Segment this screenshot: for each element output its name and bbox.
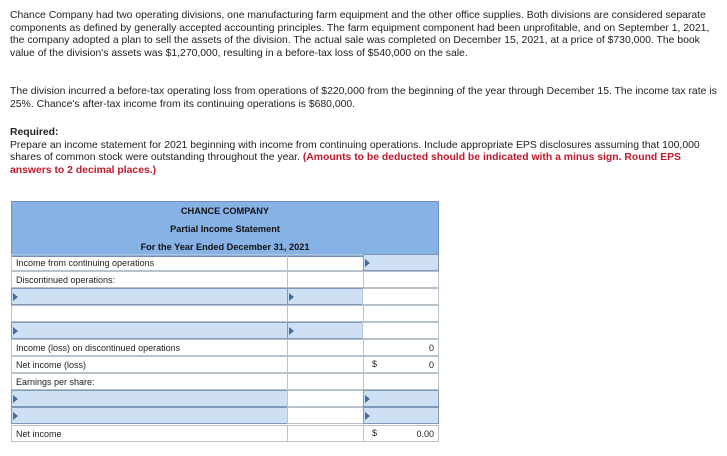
dropdown-arrow-icon xyxy=(365,395,370,403)
table-cell xyxy=(362,288,439,305)
table-header-title xyxy=(11,220,439,238)
eps-item-2-amount-input[interactable] xyxy=(363,407,439,424)
row-label-net-income-loss: Net income (loss) xyxy=(16,360,87,370)
table-cell xyxy=(287,407,364,424)
currency-symbol: $ xyxy=(372,428,378,438)
dropdown-arrow-icon xyxy=(365,259,370,267)
column-divider xyxy=(287,425,288,442)
net-income-loss-value: 0 xyxy=(428,360,434,370)
dropdown-arrow-icon xyxy=(13,327,18,335)
problem-paragraph-1: Chance Company had two operating divisions, one manufacturing farm equipment and the other office supplies. Both divisions are considered separate components as defined by generally accepted accounting principles. The farm equipment component had been unprofitable, and on September 1, 2021, the company adopted a plan to sell the assets of the division. The actual sale was completed on December 15, 2021, at a price of $730,000. The book value of the division's assets was $1,270,000, resulting in a before-tax loss of $540,000 on the sale. xyxy=(10,10,710,59)
net-income-eps-value: 0.00 xyxy=(416,429,434,439)
currency-symbol: $ xyxy=(372,359,378,369)
table-header-title-text: Partial Income Statement xyxy=(170,224,280,234)
table-cell xyxy=(362,322,439,339)
discontinued-item-2-select[interactable] xyxy=(11,322,288,339)
column-divider xyxy=(287,373,288,390)
table-row xyxy=(11,271,439,288)
column-divider xyxy=(287,339,288,356)
table-cell xyxy=(287,390,364,407)
income-statement-table xyxy=(11,201,439,257)
eps-item-2-select[interactable] xyxy=(11,407,288,424)
table-header-company: CHANCE COMPANY xyxy=(11,201,439,220)
required-section xyxy=(10,127,720,177)
discontinued-item-1-select[interactable] xyxy=(11,288,288,305)
table-row xyxy=(11,339,439,356)
column-divider xyxy=(287,271,288,288)
column-divider xyxy=(363,339,364,356)
row-label-income-continuing: Income from continuing operations xyxy=(16,258,155,268)
table-row xyxy=(11,373,439,390)
problem-paragraph-2: The division incurred a before-tax operating loss from operations of $220,000 from the beginning of the year through December 15. The income tax rate is 25%. Chance's after-tax income from its continuing operations is $680,000. xyxy=(10,86,717,110)
dropdown-arrow-icon xyxy=(13,395,18,403)
eps-item-1-select[interactable] xyxy=(11,390,288,407)
column-divider xyxy=(363,305,364,322)
row-label-discontinued-ops: Discontinued operations: xyxy=(16,275,116,285)
column-divider xyxy=(363,356,364,373)
eps-item-1-amount-input[interactable] xyxy=(363,390,439,407)
income-continuing-amount-input[interactable] xyxy=(363,254,439,271)
column-divider xyxy=(363,425,364,442)
discontinued-item-1-amount-input[interactable] xyxy=(287,288,363,305)
column-divider xyxy=(287,356,288,373)
dropdown-arrow-icon xyxy=(289,293,294,301)
discontinued-item-2-amount-input[interactable] xyxy=(287,322,363,339)
dropdown-arrow-icon xyxy=(289,327,294,335)
row-label-net-income: Net income xyxy=(16,429,62,439)
dropdown-arrow-icon xyxy=(365,412,370,420)
required-text: Prepare an income statement for 2021 beginning with income from continuing operations. Include appropriate EPS disclosures assuming that 100,000 shares of common stock were outstanding throughout the year. xyxy=(10,139,700,164)
income-loss-discontinued-value: 0 xyxy=(428,343,434,353)
dropdown-arrow-icon xyxy=(13,412,18,420)
column-divider xyxy=(287,254,288,271)
column-divider xyxy=(287,305,288,322)
column-divider xyxy=(363,373,364,390)
column-divider xyxy=(363,271,364,288)
row-label-eps: Earnings per share: xyxy=(16,377,95,387)
row-label-income-loss-discontinued: Income (loss) on discontinued operations xyxy=(16,343,181,353)
instruction-note: (Amounts to be deducted should be indicated with a minus sign. Round EPS answers to 2 decimal places.) xyxy=(10,152,681,176)
dropdown-arrow-icon xyxy=(13,293,18,301)
table-row xyxy=(11,305,439,322)
table-header-period: For the Year Ended December 31, 2021 xyxy=(11,238,439,257)
required-heading: Required: xyxy=(10,127,59,138)
